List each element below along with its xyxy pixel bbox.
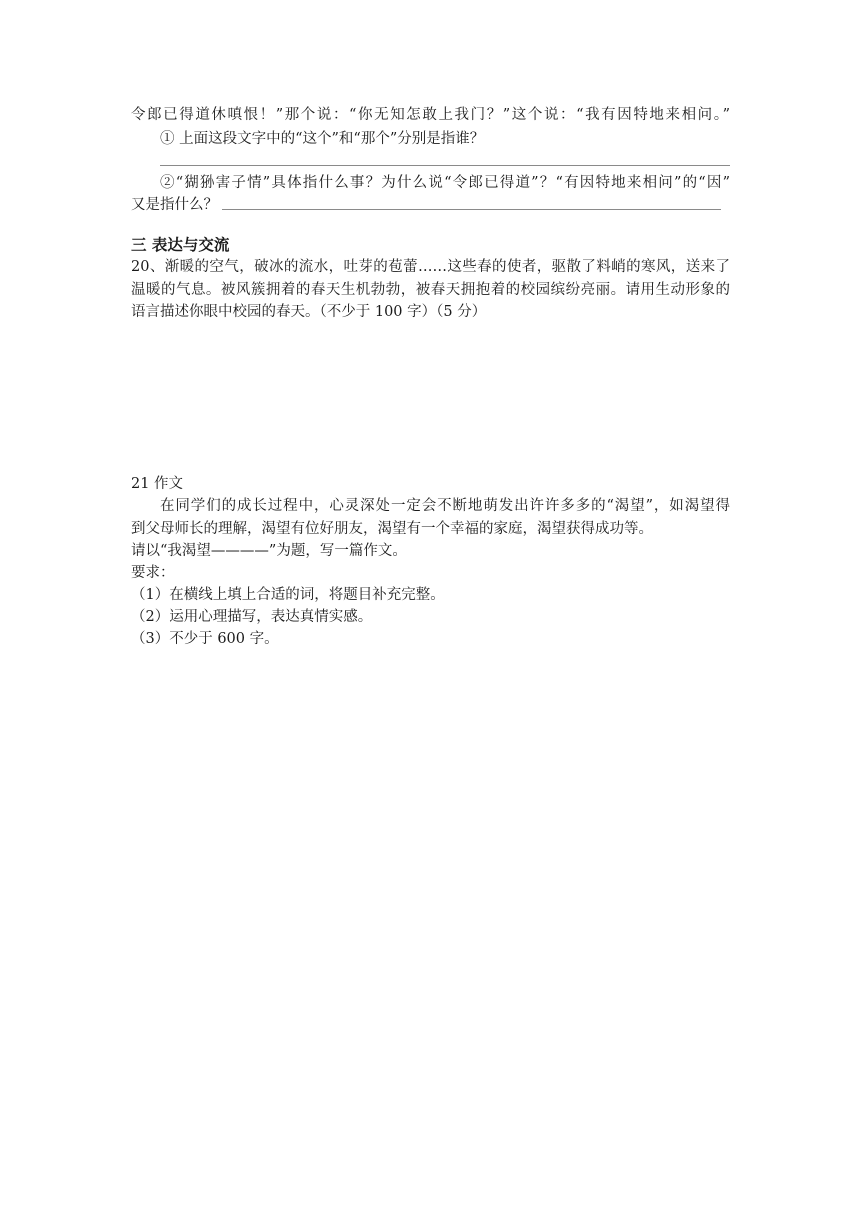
dialogue-line: 令郎已得道休嗔恨！”那个说：“你无知怎敢上我门？”这个说：“我有因特地来相问。”	[131, 107, 730, 123]
question-1: ① 上面这段文字中的“这个”和“那个”分别是指谁？	[160, 131, 485, 147]
requirement-2: （2）运用心理描写，表达真情实感。	[131, 609, 373, 625]
q21-title: 21 作文	[131, 476, 184, 492]
section-heading: 三 表达与交流	[131, 236, 230, 254]
requirement-3: （3）不少于 600 字。	[131, 631, 279, 647]
q20-line-1: 20、渐暖的空气，破冰的流水，吐芽的苞蕾……这些春的使者，驱散了料峭的寒风，送来了	[131, 259, 730, 275]
q21-paragraph-line-2: 到父母师长的理解，渴望有位好朋友，渴望有一个幸福的家庭，渴望获得成功等。	[131, 521, 653, 537]
requirement-1: （1）在横线上填上合适的词，将题目补充完整。	[131, 587, 445, 603]
requirements-title: 要求：	[131, 565, 175, 581]
q21-prompt: 请以“我渴望————”为题，写一篇作文。	[131, 543, 407, 559]
q20-line-2: 温暖的气息。被风簇拥着的春天生机勃勃，被春天拥抱着的校园缤纷亮丽。请用生动形象的	[131, 282, 730, 298]
answer-line-1	[160, 165, 730, 166]
question-2-line-1: ②“猢狲害子情”具体指什么事？为什么说“令郎已得道”？“有因特地来相问”的“因”	[160, 175, 730, 191]
q20-line-3: 语言描述你眼中校园的春天。（不少于 100 字）（5 分）	[131, 304, 487, 320]
question-2-line-2: 又是指什么？	[131, 197, 218, 213]
answer-line-2	[222, 209, 721, 210]
q21-paragraph-line-1: 在同学们的成长过程中，心灵深处一定会不断地萌发出许许多多的“渴望”，如渴望得	[160, 498, 730, 514]
